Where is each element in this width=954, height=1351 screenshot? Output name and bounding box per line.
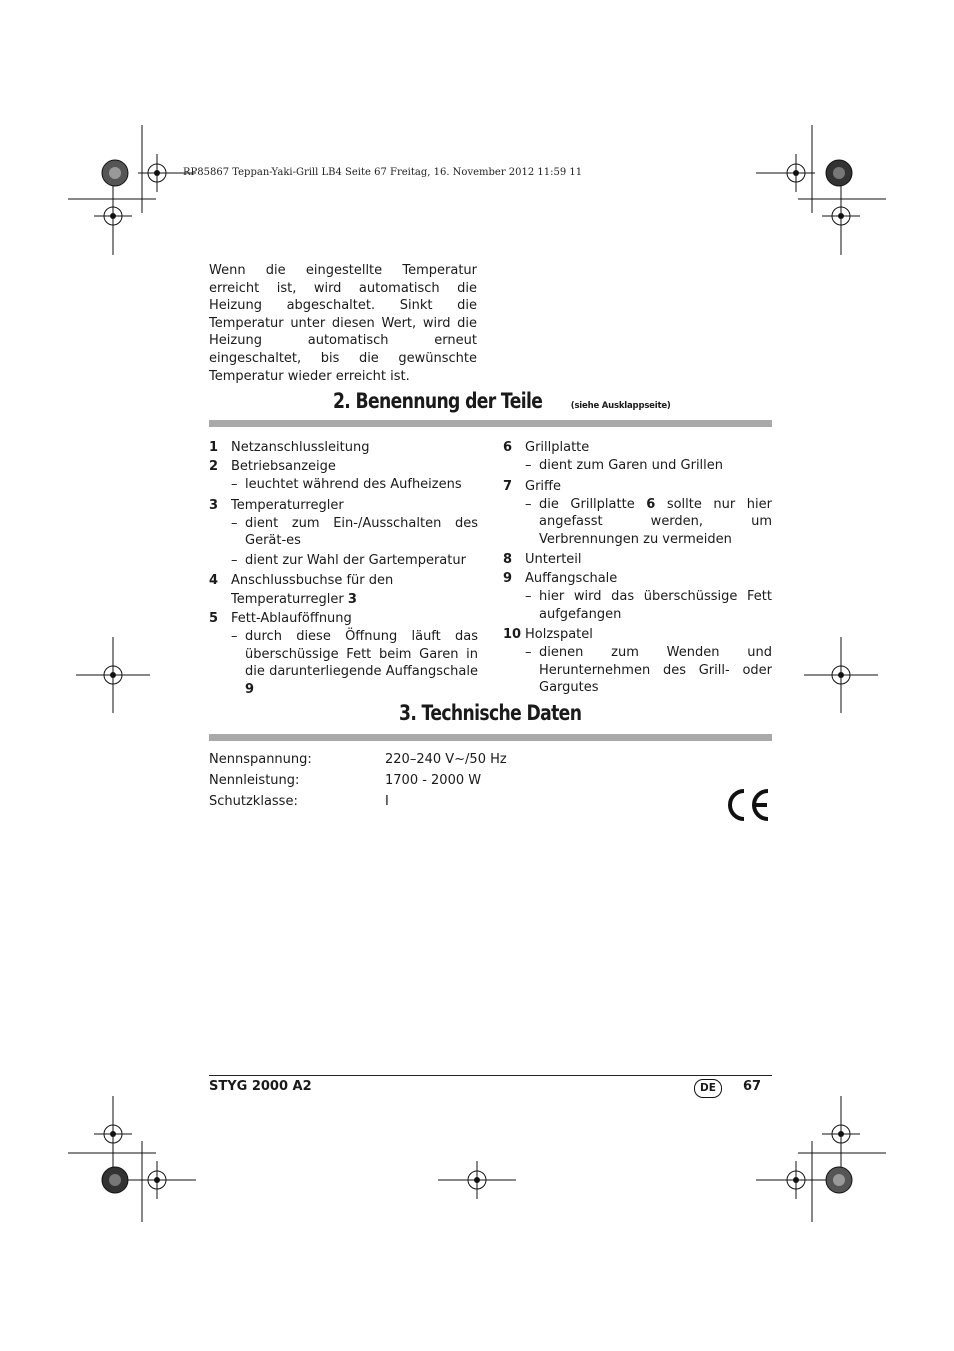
- sub-text: hier wird das überschüssige Fett aufgefangen: [539, 589, 772, 622]
- part-item: [503, 438, 772, 457]
- part-item: [209, 571, 478, 609]
- section-2-rule: [209, 420, 772, 427]
- intro-text: Wenn die eingestellte Temperatur erreicht ist, wird automatisch die Heizung abgeschaltet. Sinkt die Temperatur unter diesen Wert, wird die Heizung automatisch erneut eingeschaltet, bis die gewünschte Temperatur wieder erreicht ist.: [209, 263, 477, 384]
- part-label: Anschlussbuchse für den Temperaturregler 3: [231, 573, 394, 607]
- section-3-heading: [209, 701, 772, 725]
- part-label: Temperaturregler: [231, 497, 344, 513]
- part-number: 4: [209, 573, 219, 588]
- part-label: Griffe: [525, 478, 561, 494]
- sub-text: die Grillplatte 6 sollte nur hier angefasst werden, um Verbrennungen zu vermeiden: [539, 496, 772, 547]
- part-label: Holzspatel: [525, 627, 593, 642]
- sub-dash: –: [231, 629, 238, 644]
- part-label: Unterteil: [525, 552, 582, 567]
- bold-ref: 9: [245, 681, 255, 697]
- part-sub-item: [209, 628, 478, 698]
- tech-value: I: [385, 794, 389, 809]
- ce-mark-icon: [724, 788, 770, 822]
- footer-rule: [209, 1075, 772, 1076]
- part-number: 7: [503, 478, 513, 494]
- sub-text: dient zum Ein-/Ausschalten des Gerät-es: [245, 515, 478, 548]
- part-sub-item: [209, 515, 478, 550]
- sub-dash: –: [525, 458, 532, 473]
- sub-dash: –: [525, 589, 532, 604]
- part-item: [209, 438, 478, 457]
- part-sub-item: [503, 644, 772, 697]
- part-sub-item: [209, 476, 478, 494]
- part-number: 1: [209, 440, 219, 455]
- part-number: 2: [209, 459, 219, 474]
- part-item: [209, 609, 478, 628]
- footer-model: STYG 2000 A2: [209, 1079, 312, 1094]
- part-number: 9: [503, 571, 513, 586]
- tech-key: Schutzklasse:: [209, 794, 298, 809]
- tech-key: Nennspannung:: [209, 752, 312, 767]
- part-label: Fett-Ablauföffnung: [231, 611, 352, 626]
- part-number: 8: [503, 552, 513, 567]
- part-number: 10: [503, 627, 522, 642]
- part-item: [503, 477, 772, 496]
- print-slug-line: RP85867 Teppan-Yaki-Grill LB4 Seite 67 Freitag, 16. November 2012 11:59 11: [183, 167, 583, 178]
- sub-dash: –: [525, 496, 532, 512]
- part-number: 6: [503, 440, 513, 455]
- part-sub-item: [503, 588, 772, 623]
- sub-dash: –: [231, 477, 238, 492]
- bold-ref: 6: [646, 496, 656, 512]
- sub-text: dient zur Wahl der Gartemperatur: [245, 552, 466, 568]
- part-label: Netzanschlussleitung: [231, 440, 370, 455]
- part-sub-item: [503, 496, 772, 549]
- part-item: [503, 625, 772, 644]
- sub-text: dient zum Garen und Grillen: [539, 458, 724, 473]
- part-number: 5: [209, 611, 219, 626]
- tech-key: Nennleistung:: [209, 773, 300, 788]
- intro-paragraph: [209, 262, 477, 385]
- part-item: [209, 457, 478, 476]
- part-label: Auffangschale: [525, 571, 618, 586]
- tech-value: 1700 - 2000 W: [385, 773, 482, 788]
- sub-dash: –: [231, 515, 238, 531]
- part-item: [209, 496, 478, 515]
- part-number: 3: [209, 497, 219, 513]
- part-item: [503, 550, 772, 569]
- sub-dash: –: [231, 552, 238, 568]
- section-2-subtitle: (siehe Ausklappseite): [570, 401, 671, 411]
- part-item: [503, 569, 772, 588]
- section-2-heading: [209, 389, 772, 413]
- part-sub-item: [503, 457, 772, 475]
- parts-list-left: [209, 438, 478, 700]
- sub-text: dienen zum Wenden und Herunternehmen des Grill- oder Gargutes: [539, 645, 772, 695]
- section-3-rule: [209, 734, 772, 741]
- sub-text: durch diese Öffnung läuft das überschüssige Fett beim Garen in die darunterliegende Auffangschale 9: [245, 629, 478, 697]
- page-number: 67: [743, 1079, 762, 1094]
- part-label: Betriebsanzeige: [231, 459, 336, 474]
- parts-list-right: [503, 438, 772, 699]
- bold-ref: 3: [347, 592, 357, 607]
- section-2-title: 2. Benennung der Teile: [333, 389, 543, 413]
- part-label: Grillplatte: [525, 440, 590, 455]
- tech-value: 220–240 V~/50 Hz: [385, 752, 507, 767]
- sub-dash: –: [525, 645, 532, 660]
- language-badge: DE: [694, 1079, 722, 1098]
- sub-text: leuchtet während des Aufheizens: [245, 477, 462, 492]
- part-sub-item: [209, 552, 478, 570]
- section-3-title: 3. Technische Daten: [399, 701, 582, 725]
